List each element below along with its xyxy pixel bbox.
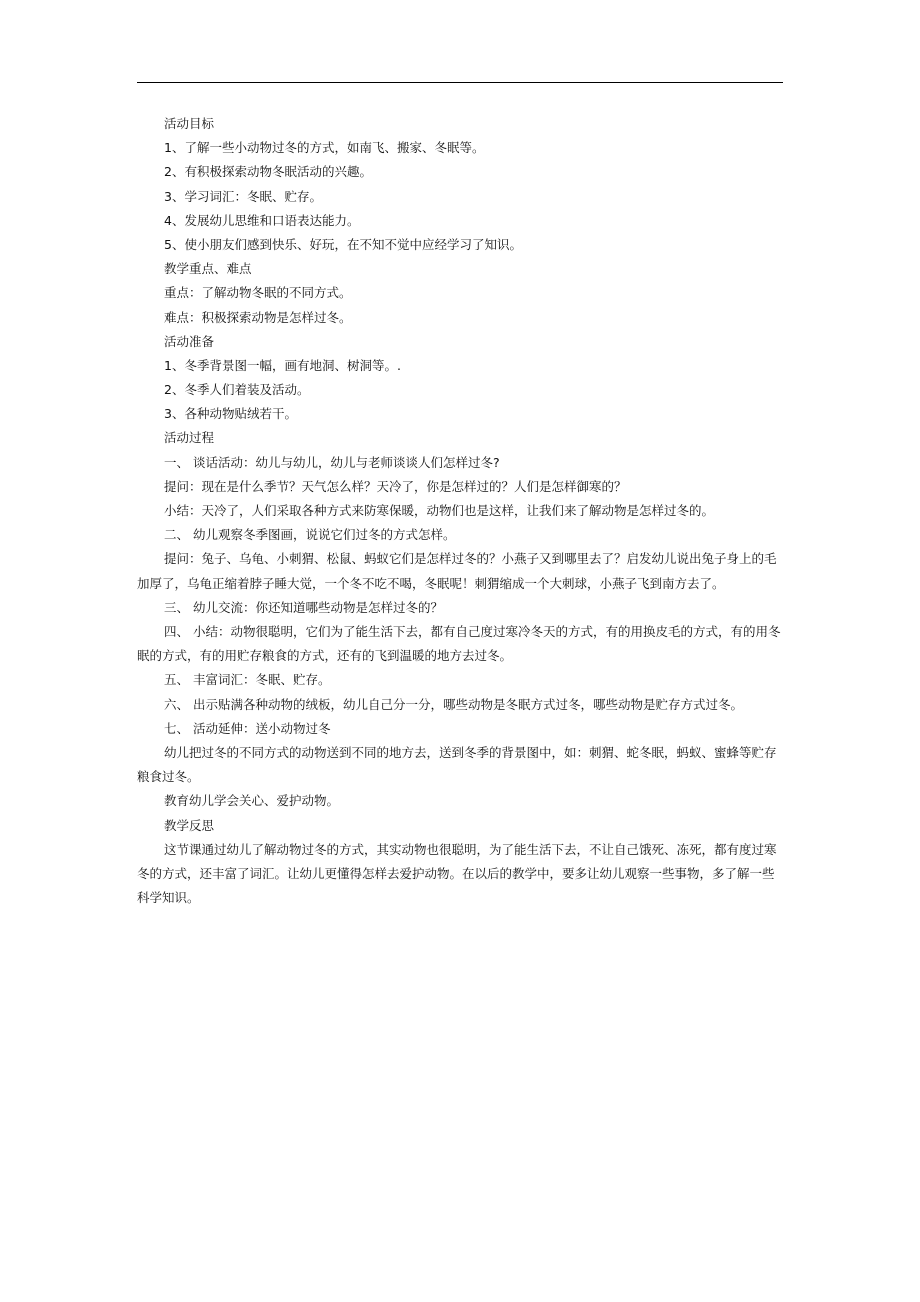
header-rule [137,82,783,83]
goal-item-5: 5、使小朋友们感到快乐、好玩，在不知不觉中应经学习了知识。 [164,236,522,252]
goal-item-2: 2、有积极探索动物冬眠活动的兴趣。 [164,164,372,180]
process-step-3: 三、 幼儿交流：你还知道哪些动物是怎样过冬的？ [164,599,443,615]
process-step-1: 一、 谈话活动：幼儿与幼儿，幼儿与老师谈谈人们怎样过冬? [164,454,500,470]
process-step-7-education: 教育幼儿学会关心、爱护动物。 [164,793,340,809]
reflection-paragraph: 这节课通过幼儿了解动物过冬的方式，其实动物也很聪明，为了能生活下去，不让自己饿死、冻死，都有度过寒冬的方式，还丰富了词汇。让幼儿更懂得怎样去爱护动物。在以后的教学中，要多让幼儿观察一些事物，多了解一些科学知识。 [137,841,777,906]
prep-item-2: 2、冬季人们着装及活动。 [164,382,310,398]
goal-item-4: 4、发展幼儿思维和口语表达能力。 [164,212,360,228]
section-heading-key-points: 教学重点、难点 [164,261,252,277]
goal-item-3: 3、学习词汇：冬眠、贮存。 [164,188,322,204]
process-step-4: 四、 小结：动物很聪明，它们为了能生活下去，都有自己度过寒冷冬天的方式，有的用换皮毛的方式，有的用冬眠的方式，有的用贮存粮食的方式，还有的飞到温暖的地方去过冬。 [137,623,781,664]
difficult-point: 难点：积极探索动物是怎样过冬。 [164,309,352,325]
section-heading-goals: 活动目标 [164,116,215,131]
process-step-2: 二、 幼儿观察冬季图画，说说它们过冬的方式怎样。 [164,527,456,543]
goal-item-1: 1、了解一些小动物过冬的方式，如南飞、搬家、冬眠等。 [164,140,485,156]
prep-item-3: 3、各种动物贴绒若干。 [164,406,297,422]
process-step-7-detail: 幼儿把过冬的不同方式的动物送到不同的地方去，送到冬季的背景图中，如：刺猬、蛇冬眠，蚂蚁、蜜蜂等贮存粮食过冬。 [137,744,777,785]
section-heading-reflection: 教学反思 [164,817,215,833]
section-heading-preparation: 活动准备 [164,333,215,349]
process-step-7: 七、 活动延伸：送小动物过冬 [164,720,331,736]
process-step-1-question: 提问：现在是什么季节？天气怎么样？天冷了，你是怎样过的？人们是怎样御寒的？ [164,478,627,494]
key-point: 重点：了解动物冬眠的不同方式。 [164,285,352,301]
prep-item-1: 1、冬季背景图一幅，画有地洞、树洞等。. [164,357,401,373]
process-step-2-question: 提问：兔子、乌龟、小刺猬、松鼠、蚂蚁它们是怎样过冬的？小燕子又到哪里去了？启发幼儿说出兔子身上的毛加厚了，乌龟正缩着脖子睡大觉，一个冬不吃不喝，冬眠呢！刺猬缩成一个大刺球，小燕子飞到南方去了。 [137,551,777,591]
process-step-5: 五、 丰富词汇：冬眠、贮存。 [164,672,331,688]
section-heading-process: 活动过程 [164,430,215,446]
process-step-1-summary: 小结：天冷了，人们采取各种方式来防寒保暖，动物们也是这样，让我们来了解动物是怎样过冬的。 [164,503,715,518]
process-step-6: 六、 出示贴满各种动物的绒板，幼儿自己分一分，哪些动物是冬眠方式过冬，哪些动物是贮存方式过冬。 [164,696,743,712]
document-body [137,112,783,910]
